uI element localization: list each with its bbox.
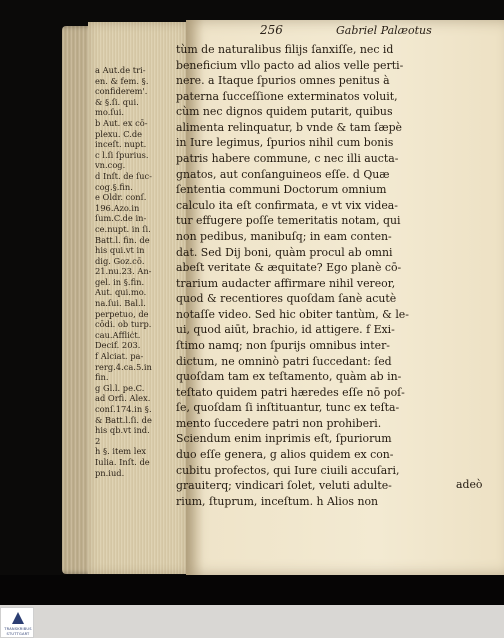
margin-note-line: cog.§.fin. [95, 181, 133, 192]
text-line: patris habere commune, c nec illi aucta- [176, 152, 399, 166]
text-line: grauiterq; vindicari ſolet, veluti adulte- [176, 479, 392, 493]
margin-note-line: g Gl.l. pe.C. [95, 382, 145, 393]
margin-note-line: confiderem'. [95, 86, 148, 97]
text-line: nere. a Itaque ſpurios omnes penitus à [176, 74, 390, 88]
text-line: notaſſe video. Sed hic obiter tantùm, & le- [176, 307, 409, 321]
margin-note-line: & §.ſi. qui. [95, 96, 139, 107]
margin-note-line: & Batt.l.ſi. de [95, 414, 152, 425]
catchword: adeò [456, 478, 483, 491]
text-line: dat. Sed Dij boni, quàm procul ab omni [176, 245, 393, 259]
text-line: quod & recentiores quoſdam ſanè acutè [176, 292, 397, 306]
text-line: duo eſſe genera, g alios quidem ex con- [176, 448, 394, 462]
margin-note-line: his qui.vt in [95, 245, 145, 256]
margin-note-line: Batt.l. fin. de [95, 234, 150, 245]
viewer-footer [0, 605, 504, 638]
logo-text-line: STUTTGART [6, 632, 30, 636]
text-line: tur effugere poſſe temeritatis notam, qui [176, 214, 401, 228]
text-line: mento ſuccedere patri non prohiberi. [176, 416, 382, 430]
text-line: rium, ſtuprum, inceſtum. h Alios non [176, 494, 379, 508]
library-logo[interactable] [0, 607, 34, 638]
text-line: trarium audacter affirmare nihil vereor, [176, 276, 396, 290]
text-line: Sciendum enim inprimis eſt, ſpuriorum [176, 432, 392, 446]
margin-note-line: mo.ſui. [95, 107, 125, 118]
text-line: ſe, quoſdam ſi inſtituantur, tunc ex teſta- [176, 401, 400, 415]
margin-note-line: Iulia. Inſt. de [95, 456, 150, 467]
margin-note-line: dig. Goz.cō. [95, 255, 145, 266]
margin-note-line: vn.cog. [95, 160, 126, 171]
text-line: cùm nec dignos quidem putarit, quibus [176, 105, 393, 119]
text-line: ui, quod aiūt, brachio, id attigere. f Exi- [176, 323, 395, 337]
margin-note-line: b Aut. ex cō- [95, 117, 148, 128]
text-line: dictum, ne omninò patri ſuccedant: ſed [176, 354, 392, 368]
text-line: in Iure legimus, ſpurios nihil cum bonis [176, 136, 394, 150]
margin-note-line: fin. [95, 372, 109, 383]
margin-note-line: e Oldr. conſ. [95, 192, 147, 203]
margin-note-line: rerg.4.ca.5.in [95, 361, 152, 372]
margin-note-line: c l.ſi ſpurius. [95, 149, 149, 160]
margin-note-line: en. & fem. §. [95, 75, 149, 86]
margin-notes [95, 65, 175, 478]
text-line: calculo ita eſt confirmata, e vt vix videa- [176, 198, 398, 212]
text-line: ſententia communi Doctorum omnium [176, 183, 387, 197]
margin-note-line: cau.Affliċt. [95, 329, 141, 340]
text-line: quoſdam tam ex teſtamento, quàm ab in- [176, 370, 402, 384]
margin-note-line: 21.nu.23. An- [95, 266, 152, 277]
text-line: tùm de naturalibus filijs ſanxiſſe, nec id [176, 43, 394, 56]
margin-note-line: Decif. 203. [95, 340, 141, 351]
margin-note-line: ad Orfi. Alex. [95, 393, 151, 404]
logo-mark-icon [12, 612, 24, 624]
margin-note-line: conſ.174.in §. [95, 404, 152, 414]
margin-note-line: Aut. qui.mo. [95, 287, 147, 298]
margin-note-line: cōdi. ob turp. [95, 319, 152, 330]
margin-note-line: h §. item lex [95, 446, 147, 457]
text-line: abeſt veritate & æquitate? Ego planè cō- [176, 261, 402, 275]
margin-note-line: a Aut.de tri- [95, 65, 146, 75]
scan-background [0, 575, 504, 605]
margin-note-line: pn.iud. [95, 467, 125, 478]
text-line: gnatos, aut conſanguineos eſſe. d Quæ [176, 167, 390, 181]
margin-note-line: his qb.vt ind. [95, 425, 150, 436]
text-line: teſtato quidem patri hæredes eſſe nō poſ- [176, 385, 405, 399]
text-line: cubitu profectos, qui Iure ciuili accuſari, [176, 463, 400, 477]
text-line: beneficium vllo pacto ad alios velle perti- [176, 58, 404, 72]
margin-note-line: na.ſui. Bal.l. [95, 298, 146, 309]
margin-note-line: inceſt. nupt. [95, 139, 147, 150]
margin-note-line: f Alciat. pa- [95, 351, 144, 362]
text-line: ſtimo namq; non ſpurijs omnibus inter- [176, 338, 390, 352]
page-header [186, 23, 504, 43]
margin-note-line: gel. in §.fin. [95, 276, 145, 287]
margin-note-line: 2 [95, 435, 101, 446]
margin-note-line: ce.nupt. in ſi. [95, 223, 151, 234]
page-number: 256 [260, 23, 283, 37]
text-line: non pedibus, manibuſq; in eam conten- [176, 229, 392, 243]
margin-note-line: perpetuo, de [95, 308, 149, 319]
margin-note-line: ſum.C.de in- [95, 213, 147, 224]
margin-note-line: 196.Azo.in [95, 202, 140, 213]
text-line: paterna ſucceſſione exterminatos voluit, [176, 89, 398, 103]
text-line: alimenta relinquatur, b vnde & tam ſæpè [176, 120, 402, 134]
main-text [176, 42, 494, 509]
margin-note-line: plexu. C.de [95, 128, 143, 139]
logo-text-line: TRANSKRIBUS [4, 627, 32, 631]
running-head: Gabriel Palæotus [336, 24, 432, 37]
margin-note-line: d Inſt. de ſuc- [95, 170, 152, 181]
